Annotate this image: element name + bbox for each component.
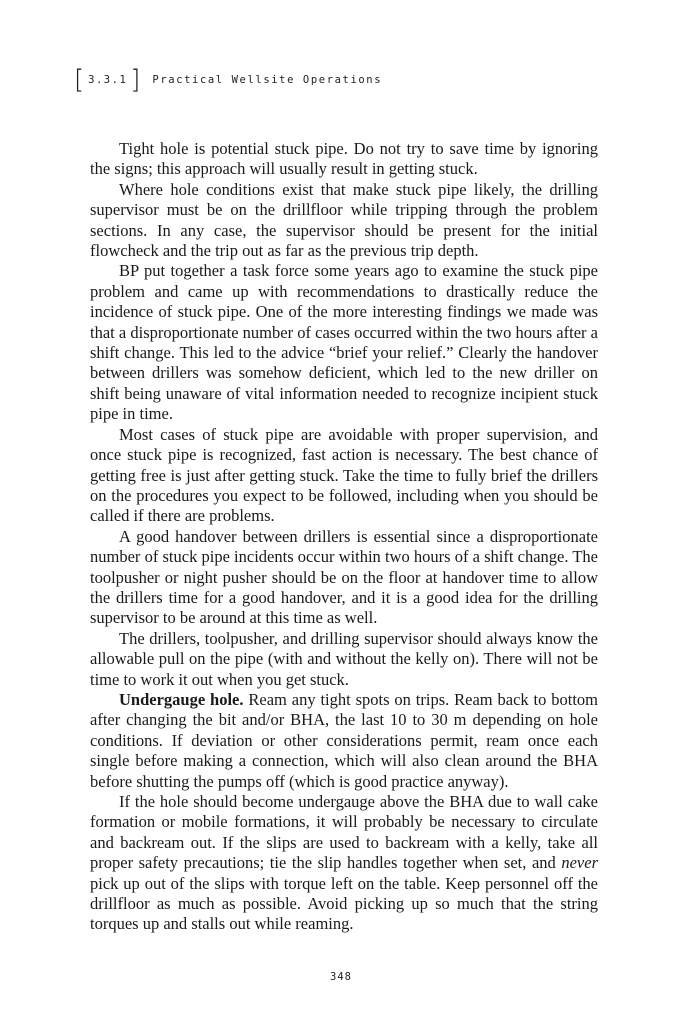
body-text	[90, 139, 598, 935]
section-number: 3.3.1	[88, 74, 128, 86]
running-title: Practical Wellsite Operations	[152, 74, 383, 86]
page-number: 348	[330, 971, 352, 983]
paragraph-backream	[90, 792, 598, 935]
paragraph-allowable-pull: The drillers, toolpusher, and drilling supervisor should always know the allowable pull on the pipe (with and without the kelly on). There will not be time to work it out when you get stuck.	[90, 628, 598, 689]
running-header	[74, 66, 382, 94]
paragraph-tight-hole: Tight hole is potential stuck pipe. Do not try to save time by ignoring the signs; this approach will usually result in getting stuck.	[90, 139, 598, 179]
paragraph-supervisor-on-floor: Where hole conditions exist that make stuck pipe likely, the drilling supervisor must be on the drillfloor while tripping through the problem sections. In any case, the supervisor should be present for the initial flowcheck and the trip out as far as the previous trip depth.	[90, 179, 598, 261]
backream-text-before: If the hole should become undergauge above the BHA due to wall cake formation or mobile formations, it will probably be necessary to circulate and backream out. If the slips are used to backream with a kelly, take all proper safety precautions; tie the slip handles together when set, and	[90, 792, 598, 873]
paragraph-undergauge-hole	[90, 690, 598, 792]
undergauge-text: Ream any tight spots on trips. Ream back to bottom after changing the bit and/or BHA, the last 10 to 30 m depending on hole conditions. If deviation or other considerations permit, ream once each single before making a connection, which will also clean around the BHA before shutting the pumps off (which is good practice anyway).	[90, 689, 599, 791]
undergauge-heading: Undergauge hole.	[119, 689, 244, 709]
header-open-bracket: [	[74, 65, 85, 95]
header-close-bracket: ]	[130, 65, 141, 95]
backream-text-after: pick up out of the slips with torque left on the table. Keep personnel off the drillfloor as much as possible. Avoid picking up so much that the string torques up and stalls out while reaming.	[90, 873, 598, 934]
paragraph-avoidable-stuck-pipe: Most cases of stuck pipe are avoidable with proper supervision, and once stuck pipe is recognized, fast action is necessary. The best chance of getting free is just after getting stuck. Take the time to fully brief the drillers on the procedures you expect to be followed, including when you should be called if there are problems.	[90, 424, 598, 526]
paragraph-bp-task-force: BP put together a task force some years ago to examine the stuck pipe problem and came up with recommendations to drastically reduce the incidence of stuck pipe. One of the more interesting findings we made was that a disproportionate number of cases occurred within the two hours after a shift change. This led to the advice “brief your relief.” Clearly the handover between drillers was somehow deficient, which led to the new driller on shift being unaware of vital information needed to recognize incipient stuck pipe in time.	[90, 261, 598, 424]
paragraph-handover: A good handover between drillers is essential since a disproportionate number of stuck pipe incidents occur within two hours of a shift change. The toolpusher or night pusher should be on the floor at handover time to allow the drillers time for a good handover, and it is a good idea for the drilling supervisor to be around at this time as well.	[90, 526, 598, 628]
emphasis-never: never	[561, 853, 598, 873]
